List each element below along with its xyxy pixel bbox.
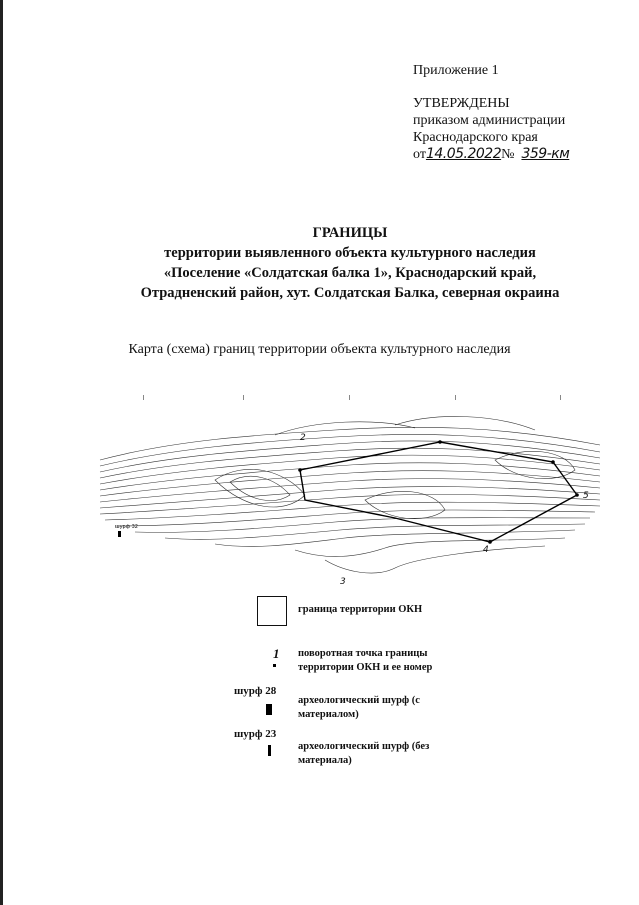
approved-label: УТВЕРЖДЕНЫ <box>413 96 510 111</box>
legend-point-text-1: поворотная точка границы <box>298 648 428 659</box>
map-point-label: 5 <box>583 491 589 501</box>
approval-line-2: Краснодарского края <box>413 130 538 145</box>
number-label: № <box>501 147 515 162</box>
document-title <box>80 223 620 303</box>
page-edge-rule <box>0 0 3 905</box>
from-label: от <box>413 147 426 162</box>
approval-block <box>413 62 569 163</box>
legend-boundary-box <box>257 596 287 626</box>
map-point-label: 2 <box>300 433 306 443</box>
legend-point-marker <box>273 664 276 667</box>
legend-pit-without-text <box>298 740 429 768</box>
okn-boundary <box>300 442 577 542</box>
map-pit-label: шурф 32 <box>115 524 138 530</box>
approval-line-1: приказом администрации <box>413 113 566 128</box>
title-heading: ГРАНИЦЫ <box>312 225 388 241</box>
map-point-label: 3 <box>340 577 346 585</box>
legend-point-number: 1 <box>273 646 280 661</box>
map-pit-marker <box>118 531 121 537</box>
pit-with-material-icon <box>266 704 272 715</box>
approval-date-line <box>413 146 569 163</box>
legend-pit-with-text <box>298 694 420 722</box>
title-line-3: Отрадненский район, хут. Солдатская Балка, северная окраина <box>140 285 560 301</box>
topographic-map <box>95 400 610 585</box>
legend-point-text <box>298 647 432 675</box>
handwritten-number: 359-км <box>521 146 570 162</box>
title-line-2: «Поселение «Солдатская балка 1», Краснодарский край, <box>163 265 537 281</box>
map-point-label: 4 <box>483 545 489 555</box>
appendix-label: Приложение 1 <box>413 63 499 78</box>
map-subtitle: Карта (схема) границ территории объекта культурного наследия <box>128 342 511 357</box>
legend-point-text-2: территории ОКН и ее номер <box>298 662 433 673</box>
handwritten-date: 14.05.2022 <box>425 146 502 162</box>
legend-pit-with-text-1: археологический шурф (с <box>298 695 420 706</box>
title-line-1: территории выявленного объекта культурного наследия <box>164 245 536 261</box>
legend-pit-without-label: шурф 23 <box>234 728 277 740</box>
contour-lines <box>100 416 600 573</box>
pit-without-material-icon <box>268 745 271 756</box>
legend-pit-without-text-2: материала) <box>298 755 352 766</box>
legend-pit-without-text-1: археологический шурф (без <box>298 741 430 752</box>
legend-boundary-text: граница территории ОКН <box>298 604 423 615</box>
legend-pit-with-label: шурф 28 <box>234 685 277 697</box>
legend-pit-with-text-2: материалом) <box>298 709 359 720</box>
